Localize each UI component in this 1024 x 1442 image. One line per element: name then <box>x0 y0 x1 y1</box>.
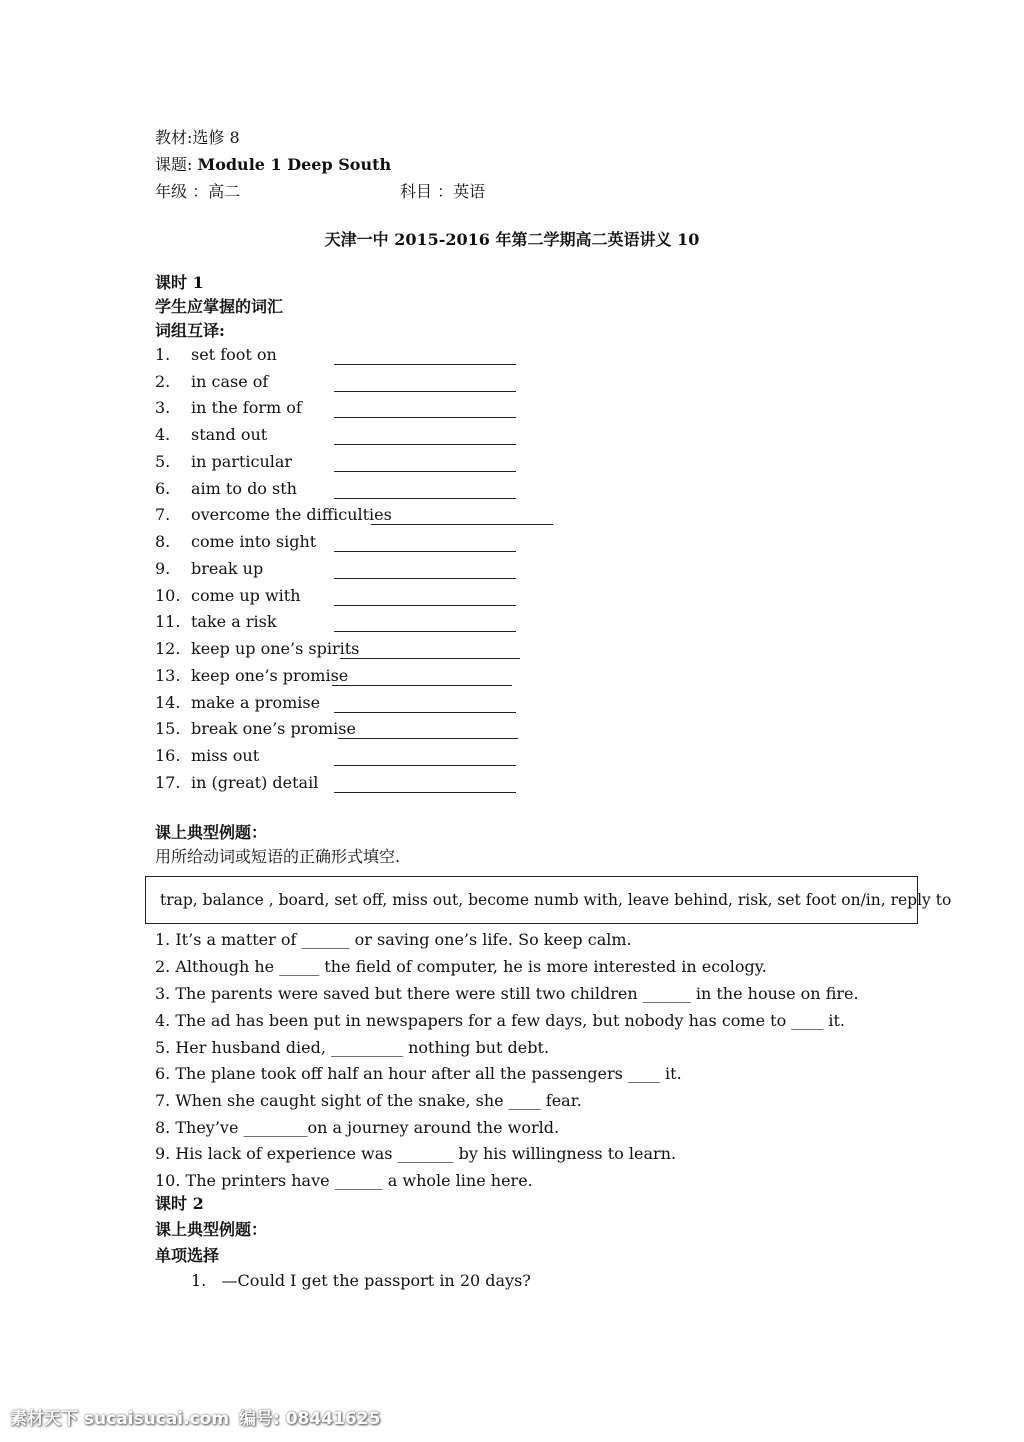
watermark <box>10 1403 420 1435</box>
answer-blank <box>332 685 512 686</box>
answer-blank <box>340 658 520 659</box>
question-item: 1. It’s a matter of ______ or saving one’s life. So keep calm. <box>155 930 632 949</box>
phrase-item: 1. set foot on <box>155 345 277 364</box>
question-item: 8. They’ve ________on a journey around the world. <box>155 1118 560 1137</box>
word-bank-box: trap, balance , board, set off, miss out, become numb with, leave behind, risk, set foot on/in, reply to <box>145 876 918 924</box>
phrase-item: 17. in (great) detail <box>155 773 319 792</box>
phrase-item: 14. make a promise <box>155 693 321 712</box>
phrase-item: 7. overcome the difficulties <box>155 505 392 524</box>
instruction-text: 用所给动词或短语的正确形式填空. <box>155 847 401 866</box>
answer-blank <box>334 551 516 552</box>
mc-question-1: 1. —Could I get the passport in 20 days? <box>191 1271 531 1290</box>
examples-heading: 课上典型例题： <box>155 823 268 842</box>
answer-blank <box>334 498 516 499</box>
phrase-item: 15. break one’s promise <box>155 719 356 738</box>
phrase-item: 4. stand out <box>155 425 268 444</box>
question-item: 10. The printers have ______ a whole line here. <box>155 1171 533 1190</box>
document-title: 天津一中 2015-2016 年第二学期高二英语讲义 10 <box>324 230 700 249</box>
answer-blank <box>334 578 516 579</box>
topic-label: 课题: <box>155 155 198 174</box>
lesson2-heading: 课时 2 <box>155 1194 204 1213</box>
answer-blank <box>334 712 516 713</box>
answer-blank <box>371 524 553 525</box>
subject-label: 科目 ：英语 <box>400 182 486 201</box>
textbook-label: 教材:选修 8 <box>155 128 240 147</box>
answer-blank <box>338 738 518 739</box>
question-item: 7. When she caught sight of the snake, she ____ fear. <box>155 1091 582 1110</box>
answer-blank <box>334 391 516 392</box>
answer-blank <box>334 364 516 365</box>
question-item: 2. Although he _____ the field of computer, he is more interested in ecology. <box>155 957 767 976</box>
grade-label: 年级 ：高二 <box>155 182 241 201</box>
lesson1-heading: 课时 1 <box>155 273 204 292</box>
phrase-item: 2. in case of <box>155 372 269 391</box>
answer-blank <box>334 417 516 418</box>
answer-blank <box>334 631 516 632</box>
question-item: 6. The plane took off half an hour after all the passengers ____ it. <box>155 1064 682 1083</box>
question-item: 4. The ad has been put in newspapers for a few days, but nobody has come to ____ it. <box>155 1011 846 1030</box>
watermark-id: 编号: 08441625 <box>239 1409 381 1429</box>
phrase-item: 16. miss out <box>155 746 260 765</box>
question-item: 5. Her husband died, _________ nothing but debt. <box>155 1038 550 1057</box>
answer-blank <box>334 792 516 793</box>
answer-blank <box>334 471 516 472</box>
phrase-item: 10. come up with <box>155 586 301 605</box>
topic-line <box>155 154 391 176</box>
answer-blank <box>334 444 516 445</box>
answer-blank <box>334 765 516 766</box>
watermark-site: 素材天下 sucaisucai.com <box>10 1409 230 1429</box>
vocab-heading: 学生应掌握的词汇 <box>155 297 284 316</box>
lesson2-examples-heading: 课上典型例题： <box>155 1220 268 1239</box>
phrase-item: 12. keep up one’s spirits <box>155 639 360 658</box>
phrase-item: 5. in particular <box>155 452 293 471</box>
phrase-item: 8. come into sight <box>155 532 317 551</box>
question-item: 3. The parents were saved but there were still two children ______ in the house on fire. <box>155 984 859 1003</box>
phrase-heading: 词组互译: <box>155 321 225 340</box>
mc-heading: 单项选择 <box>155 1246 220 1265</box>
phrase-item: 9. break up <box>155 559 264 578</box>
phrase-item: 3. in the form of <box>155 398 302 417</box>
topic-value: Module 1 Deep South <box>197 155 392 174</box>
phrase-item: 13. keep one’s promise <box>155 666 349 685</box>
phrase-item: 6. aim to do sth <box>155 479 297 498</box>
question-item: 9. His lack of experience was _______ by his willingness to learn. <box>155 1144 677 1163</box>
answer-blank <box>334 605 516 606</box>
phrase-item: 11. take a risk <box>155 612 277 631</box>
